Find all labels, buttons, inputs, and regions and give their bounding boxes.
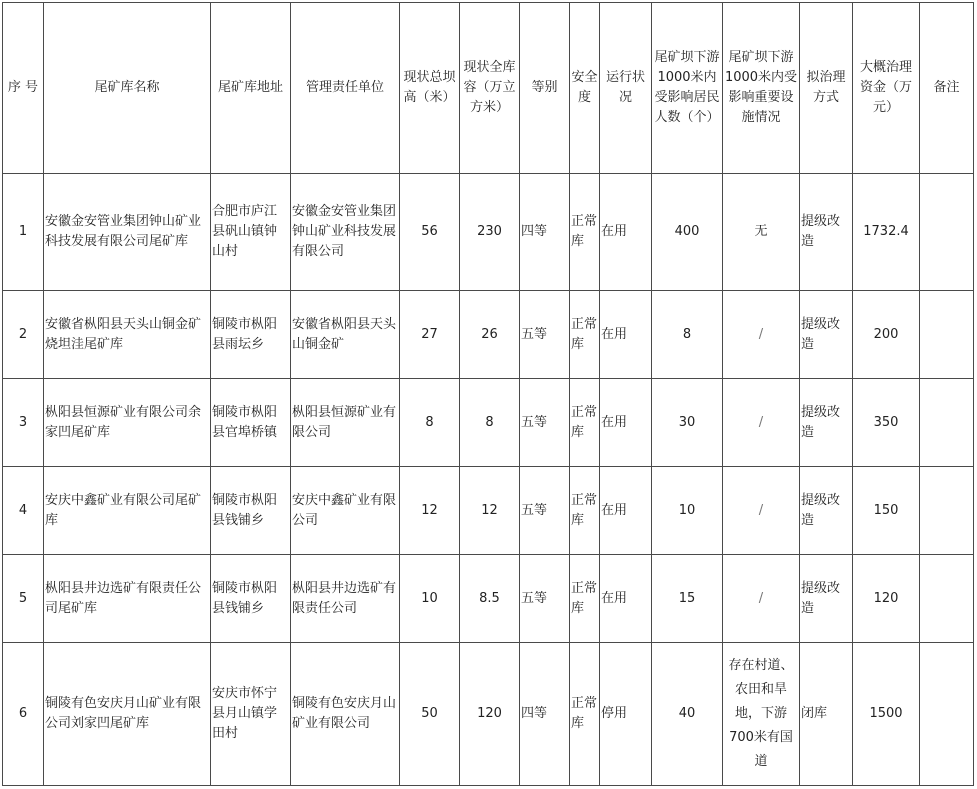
cell-unit: 铜陵有色安庆月山矿业有限公司 (291, 643, 400, 786)
cell-address: 合肥市庐江县矾山镇钟山村 (211, 174, 291, 291)
cell-remark (920, 291, 974, 379)
cell-funds: 200 (853, 291, 920, 379)
cell-operation: 停用 (600, 643, 652, 786)
cell-name: 安庆中鑫矿业有限公司尾矿库 (44, 467, 211, 555)
cell-method: 提级改造 (800, 291, 853, 379)
header-grade: 等别 (520, 3, 570, 174)
cell-method: 提级改造 (800, 555, 853, 643)
table-row (3, 291, 974, 379)
cell-seq: 1 (3, 174, 44, 291)
cell-unit: 枞阳县井边选矿有限责任公司 (291, 555, 400, 643)
tailings-pond-table (2, 2, 974, 786)
table-row (3, 555, 974, 643)
cell-address: 铜陵市枞阳县雨坛乡 (211, 291, 291, 379)
cell-capacity: 26 (460, 291, 520, 379)
cell-height: 50 (400, 643, 460, 786)
cell-safety: 正常库 (570, 643, 600, 786)
cell-unit: 枞阳县恒源矿业有限公司 (291, 379, 400, 467)
cell-height: 27 (400, 291, 460, 379)
cell-address: 铜陵市枞阳县钱铺乡 (211, 467, 291, 555)
cell-facilities: 无 (723, 174, 800, 291)
cell-address: 铜陵市枞阳县官埠桥镇 (211, 379, 291, 467)
header-capacity: 现状全库容（万立方米） (460, 3, 520, 174)
header-remark: 备注 (920, 3, 974, 174)
cell-height: 56 (400, 174, 460, 291)
header-facilities: 尾矿坝下游1000米内受影响重要设施情况 (723, 3, 800, 174)
cell-operation: 在用 (600, 174, 652, 291)
cell-capacity: 230 (460, 174, 520, 291)
cell-method: 提级改造 (800, 467, 853, 555)
cell-residents: 30 (652, 379, 723, 467)
cell-seq: 6 (3, 643, 44, 786)
table-row (3, 379, 974, 467)
cell-capacity: 120 (460, 643, 520, 786)
cell-seq: 2 (3, 291, 44, 379)
table-row (3, 467, 974, 555)
cell-name: 安徽省枞阳县天头山铜金矿烧坦洼尾矿库 (44, 291, 211, 379)
cell-funds: 120 (853, 555, 920, 643)
cell-name: 枞阳县恒源矿业有限公司余家凹尾矿库 (44, 379, 211, 467)
cell-facilities: / (723, 467, 800, 555)
cell-height: 10 (400, 555, 460, 643)
header-residents: 尾矿坝下游1000米内受影响居民人数（个） (652, 3, 723, 174)
cell-operation: 在用 (600, 291, 652, 379)
cell-safety: 正常库 (570, 467, 600, 555)
header-operation: 运行状况 (600, 3, 652, 174)
cell-operation: 在用 (600, 555, 652, 643)
cell-grade: 四等 (520, 643, 570, 786)
cell-name: 枞阳县井边选矿有限责任公司尾矿库 (44, 555, 211, 643)
cell-grade: 五等 (520, 555, 570, 643)
cell-height: 8 (400, 379, 460, 467)
cell-address: 安庆市怀宁县月山镇学田村 (211, 643, 291, 786)
cell-operation: 在用 (600, 379, 652, 467)
cell-residents: 8 (652, 291, 723, 379)
cell-grade: 四等 (520, 174, 570, 291)
cell-height: 12 (400, 467, 460, 555)
cell-facilities: / (723, 379, 800, 467)
cell-grade: 五等 (520, 291, 570, 379)
cell-safety: 正常库 (570, 174, 600, 291)
header-unit: 管理责任单位 (291, 3, 400, 174)
cell-funds: 1732.4 (853, 174, 920, 291)
cell-grade: 五等 (520, 467, 570, 555)
cell-seq: 4 (3, 467, 44, 555)
cell-grade: 五等 (520, 379, 570, 467)
header-address: 尾矿库地址 (211, 3, 291, 174)
cell-method: 提级改造 (800, 174, 853, 291)
cell-name: 铜陵有色安庆月山矿业有限公司刘家凹尾矿库 (44, 643, 211, 786)
cell-remark (920, 467, 974, 555)
table-row (3, 643, 974, 786)
cell-funds: 350 (853, 379, 920, 467)
cell-remark (920, 174, 974, 291)
cell-safety: 正常库 (570, 291, 600, 379)
cell-unit: 安徽金安管业集团钟山矿业科技发展有限公司 (291, 174, 400, 291)
header-funds: 大概治理资金（万元） (853, 3, 920, 174)
cell-residents: 15 (652, 555, 723, 643)
header-method: 拟治理方式 (800, 3, 853, 174)
cell-residents: 40 (652, 643, 723, 786)
cell-operation: 在用 (600, 467, 652, 555)
cell-remark (920, 643, 974, 786)
cell-seq: 5 (3, 555, 44, 643)
cell-remark (920, 555, 974, 643)
cell-funds: 150 (853, 467, 920, 555)
cell-residents: 10 (652, 467, 723, 555)
cell-capacity: 12 (460, 467, 520, 555)
cell-residents: 400 (652, 174, 723, 291)
header-height: 现状总坝高（米） (400, 3, 460, 174)
cell-capacity: 8 (460, 379, 520, 467)
header-name: 尾矿库名称 (44, 3, 211, 174)
table-row (3, 174, 974, 291)
cell-facilities: / (723, 291, 800, 379)
cell-method: 闭库 (800, 643, 853, 786)
cell-facilities: / (723, 555, 800, 643)
cell-facilities: 存在村道、农田和旱地，下游700米有国道 (723, 643, 800, 786)
header-seq: 序 号 (3, 3, 44, 174)
cell-capacity: 8.5 (460, 555, 520, 643)
cell-unit: 安徽省枞阳县天头山铜金矿 (291, 291, 400, 379)
cell-remark (920, 379, 974, 467)
cell-funds: 1500 (853, 643, 920, 786)
table-header-row (3, 3, 974, 174)
cell-method: 提级改造 (800, 379, 853, 467)
cell-seq: 3 (3, 379, 44, 467)
cell-safety: 正常库 (570, 555, 600, 643)
cell-address: 铜陵市枞阳县钱铺乡 (211, 555, 291, 643)
cell-unit: 安庆中鑫矿业有限公司 (291, 467, 400, 555)
header-safety: 安全度 (570, 3, 600, 174)
cell-name: 安徽金安管业集团钟山矿业科技发展有限公司尾矿库 (44, 174, 211, 291)
cell-safety: 正常库 (570, 379, 600, 467)
